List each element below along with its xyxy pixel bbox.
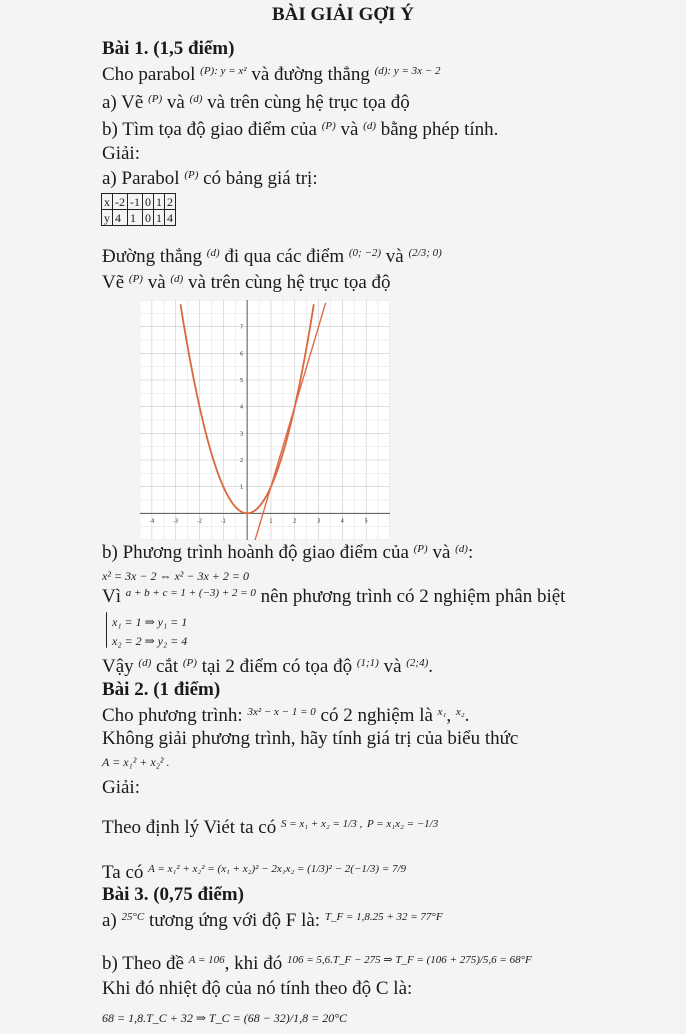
bai1-line-points: Đường thẳng $^{(d)}$ đi qua các điểm $^{(0; -2)}$ và $^{(2/3; 0)}$ bbox=[102, 246, 442, 267]
bai3-a: a) $^{25^\circ C}$ tương ứng với độ F là: $^{T\_F = 1,8.25 + 32 = 77^\circ F}$ bbox=[102, 910, 443, 931]
bai1-giai: Giải: bbox=[102, 143, 140, 164]
x-tick-label: -2 bbox=[197, 518, 203, 525]
bai2-giai: Giải: bbox=[102, 777, 140, 798]
system-brace bbox=[106, 612, 107, 648]
page-title: BÀI GIẢI GỢI Ý bbox=[272, 4, 414, 25]
bai1-parab: a) Parabol $^{(P)}$ có bảng giá trị: bbox=[102, 168, 318, 189]
bai1-qb: b) Tìm tọa độ giao điểm của $^{(P)}$ và $^{(d)}$ bằng phép tính. bbox=[102, 119, 499, 140]
x-tick-label: -4 bbox=[149, 518, 155, 525]
bai1-vi: Vì $^{a + b + c = 1 + (-3) + 2 = 0}$ nên phương trình có 2 nghiệm phân biệt bbox=[102, 586, 566, 607]
bai1-heading: Bài 1. (1,5 điểm) bbox=[102, 38, 235, 59]
x-tick-label: -3 bbox=[173, 518, 179, 525]
bai1-ve: Vẽ $^{(P)}$ và $^{(d)}$ và trên cùng hệ trục tọa độ bbox=[102, 272, 391, 293]
bai1-conclusion: Vậy $^{(d)}$ cắt $^{(P)}$ tại 2 điểm có tọa độ $^{(1;1)}$ và $^{(2;4)}$. bbox=[102, 656, 434, 677]
bai2-A: A = x₁² + x₂² . bbox=[102, 755, 170, 769]
function-graph bbox=[140, 300, 390, 540]
bai2-line2: Không giải phương trình, hãy tính giá trị của biểu thức bbox=[102, 728, 519, 749]
y-tick-label: 7 bbox=[239, 324, 244, 331]
y-tick-label: 3 bbox=[239, 431, 244, 438]
bai2-heading: Bài 2. (1 điểm) bbox=[102, 679, 221, 700]
y-tick-label: 4 bbox=[239, 404, 244, 411]
bai3-c-eq: 68 = 1,8.T_C + 32 ⇒ T_C = (68 − 32)/1,8 = 20°C bbox=[102, 1011, 348, 1025]
bai1-eq1: x² = 3x − 2 ⇔ x² − 3x + 2 = 0 bbox=[102, 569, 249, 583]
bai2-taco: Ta có $^{A = x_1^2 + x_2^2 = (x_1 + x_2)^2 - 2x_1x_2 = (1/3)^2 - 2(-1/3) = 7/9}$ bbox=[102, 862, 407, 883]
value-table bbox=[101, 193, 176, 226]
table-row: y 4 1 0 1 4 bbox=[102, 210, 176, 226]
sys-line-2: x₂ = 2 ⇒ y₂ = 4 bbox=[112, 634, 188, 648]
y-tick-label: 1 bbox=[239, 484, 244, 491]
bai1-qa: a) Vẽ $^{(P)}$ và $^{(d)}$ và trên cùng hệ trục tọa độ bbox=[102, 92, 410, 113]
x-tick-label: 5 bbox=[364, 518, 368, 525]
x-tick-label: 2 bbox=[293, 518, 297, 525]
sys-line-1: x₁ = 1 ⇒ y₁ = 1 bbox=[112, 615, 188, 629]
bai1-line1: Cho parabol $^{(P): y = x^2}$ và đường thẳng $^{(d): y = 3x - 2}$ bbox=[102, 64, 441, 85]
bai2-line1: Cho phương trình: $^{3x^2 - x - 1 = 0}$ có 2 nghiệm là $^{x_1}$, $^{x_2}$. bbox=[102, 705, 470, 726]
x-tick-label: -1 bbox=[220, 518, 226, 525]
x-tick-label: 4 bbox=[340, 518, 344, 525]
bai3-heading: Bài 3. (0,75 điểm) bbox=[102, 884, 244, 905]
bai3-b: b) Theo đề $^{A = 106}$, khi đó $^{106 = 5,6.T\_F - 275 \Rightarrow T\_F = (106 + 275)/5,6 = 68^\circ F}$ bbox=[102, 953, 532, 974]
y-tick-label: 2 bbox=[239, 458, 244, 464]
x-tick-label: 3 bbox=[316, 518, 321, 525]
y-tick-label: 6 bbox=[239, 351, 244, 358]
bai1-pb: b) Phương trình hoành độ giao điểm của $^{(P)}$ và $^{(d)}$: bbox=[102, 542, 474, 563]
bai2-viet: Theo định lý Viét ta có $^{S = x_1 + x_2 = 1/3 ,}$ $^{P = x_1x_2 = -1/3}$ bbox=[102, 817, 439, 838]
x-tick-label: 1 bbox=[269, 518, 273, 525]
table-row: x -2 -1 0 1 2 bbox=[102, 194, 176, 210]
y-tick-label: 5 bbox=[239, 378, 244, 384]
bai3-c-label: Khi đó nhiệt độ của nó tính theo độ C là: bbox=[102, 978, 413, 999]
